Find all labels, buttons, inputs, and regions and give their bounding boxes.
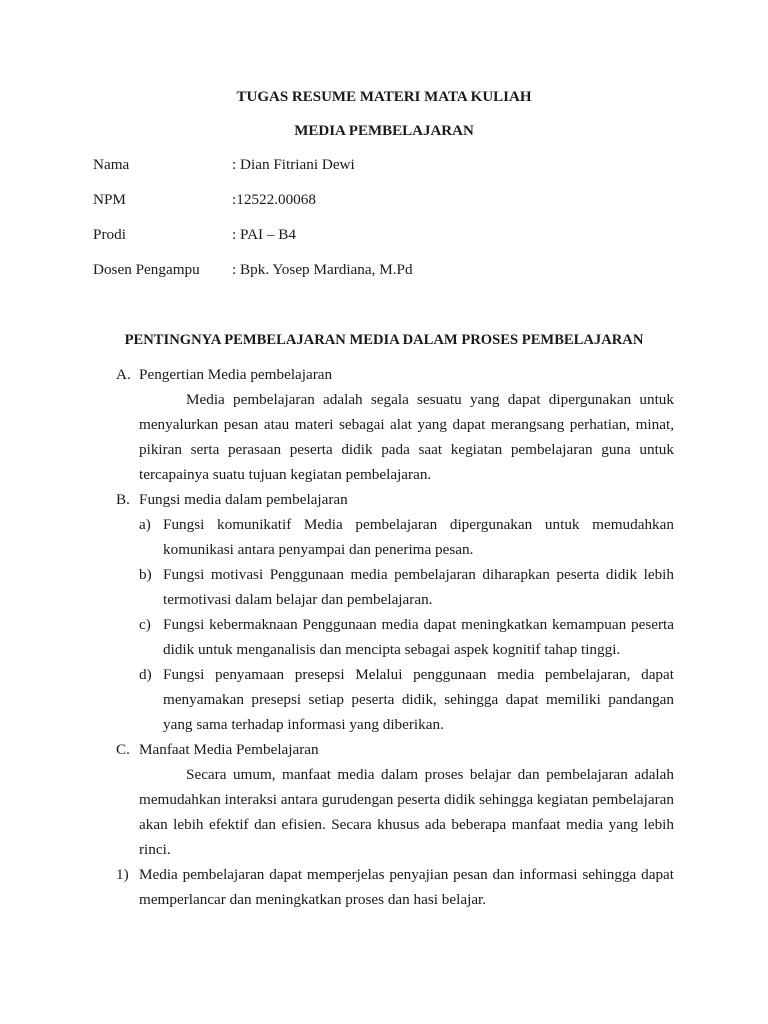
identity-label: Nama <box>93 156 130 173</box>
document-subtitle: MEDIA PEMBELAJARAN <box>294 123 474 139</box>
section-heading: Fungsi media dalam pembelajaran <box>139 491 348 508</box>
document-title: TUGAS RESUME MATERI MATA KULIAH <box>236 89 532 105</box>
list-item-marker: b) <box>139 566 152 583</box>
identity-row-prodi <box>93 224 693 246</box>
section-c-paragraph: Secara umum, manfaat media dalam proses belajar dan pembelajaran adalah memudahkan interaksi antara gurudengan peserta didik sehingga kegiatan pembelajaran akan lebih efektif dan efisien. Secara khusus ada beberapa manfaat media yang lebih rinci. <box>139 766 674 858</box>
identity-value: : Bpk. Yosep Mardiana, M.Pd <box>232 261 413 278</box>
list-item-text: Fungsi motivasi Penggunaan media pembelajaran diharapkan peserta didik lebih termotivasi dalam belajar dan pembelajaran. <box>163 566 674 608</box>
identity-label: Prodi <box>93 226 126 243</box>
section-marker: B. <box>116 491 130 508</box>
list-item-text: Fungsi kebermaknaan Penggunaan media dapat meningkatkan kemampuan peserta didik untuk menganalisis dan mencipta sebagai aspek kognitif tahap tinggi. <box>163 616 674 658</box>
section-heading: Pengertian Media pembelajaran <box>139 366 333 383</box>
section-marker: C. <box>116 741 130 758</box>
section-a <box>0 362 768 387</box>
list-item <box>0 662 768 737</box>
list-item-text: Fungsi komunikatif Media pembelajaran dipergunakan untuk memudahkan komunikasi antara penyampai dan penerima pesan. <box>163 516 674 558</box>
identity-value: : Dian Fitriani Dewi <box>232 156 355 173</box>
identity-value: : PAI – B4 <box>232 226 297 243</box>
section-c <box>0 737 768 762</box>
numbered-item <box>0 862 768 912</box>
section-heading: Manfaat Media Pembelajaran <box>139 741 319 758</box>
section-b <box>0 487 768 512</box>
list-item <box>0 612 768 662</box>
identity-label: Dosen Pengampu <box>93 261 200 278</box>
section-a-paragraph: Media pembelajaran adalah segala sesuatu yang dapat dipergunakan untuk menyalurkan pesan atau materi sebagai alat yang dapat merangsang perhatian, minat, pikiran serta perasaan peserta didik pada saat kegiatan pembelajaran guna untuk tercapainya suatu tujuan kegiatan pembelajaran. <box>139 391 674 483</box>
identity-row-npm <box>93 189 693 211</box>
list-item <box>0 512 768 562</box>
numbered-item-marker: 1) <box>116 866 129 883</box>
list-item-marker: c) <box>139 616 151 633</box>
list-item <box>0 562 768 612</box>
identity-row-dosen <box>93 259 693 281</box>
section-title: PENTINGNYA PEMBELAJARAN MEDIA DALAM PROSES PEMBELAJARAN <box>124 332 644 348</box>
list-item-marker: a) <box>139 516 151 533</box>
identity-label: NPM <box>93 191 126 208</box>
list-item-marker: d) <box>139 666 152 683</box>
document-body <box>0 362 768 912</box>
numbered-item-text: Media pembelajaran dapat memperjelas penyajian pesan dan informasi sehingga dapat memperlancar dan meningkatkan proses dan hasi belajar. <box>139 866 674 908</box>
list-item-text: Fungsi penyamaan presepsi Melalui penggunaan media pembelajaran, dapat menyamakan presepsi setiap peserta didik, sehingga dapat memiliki pandangan yang sama terhadap informasi yang diberikan. <box>163 666 674 733</box>
identity-row-nama <box>93 154 693 176</box>
identity-value: :12522.00068 <box>232 191 316 208</box>
section-marker: A. <box>116 366 131 383</box>
